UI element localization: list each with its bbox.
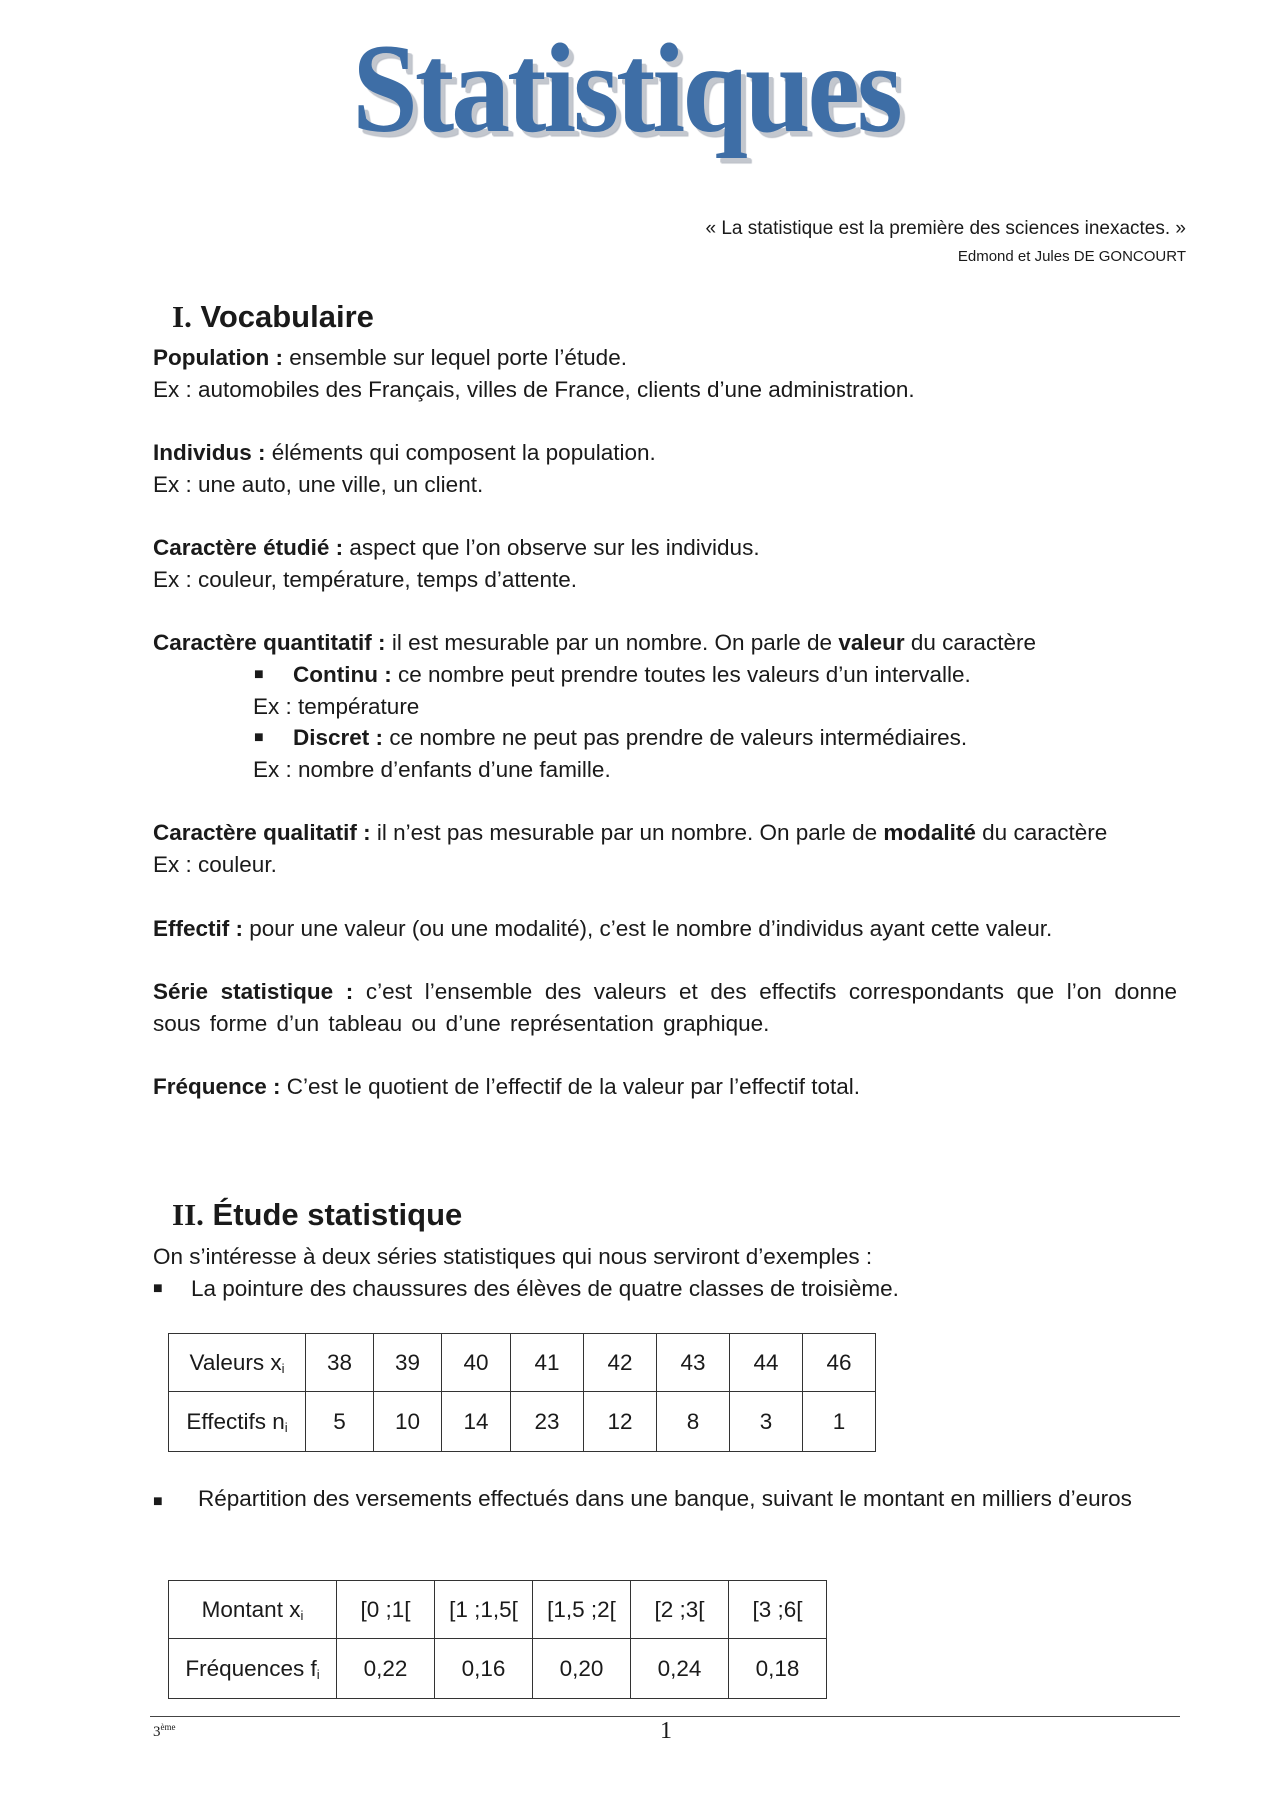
header-label: Fréquences f [185, 1655, 317, 1681]
list-item-discret [153, 722, 1177, 754]
table-cell: 42 [584, 1334, 657, 1392]
term: Fréquence : [153, 1074, 281, 1100]
square-bullet-icon: ■ [254, 729, 264, 747]
page-number: 1 [660, 1718, 672, 1744]
table-cell: [3 ;6[ [729, 1581, 827, 1639]
table-cell: [1 ;1,5[ [435, 1581, 533, 1639]
section-2-intro: On s’intéresse à deux séries statistiques qui nous serviront d’exemples : [153, 1244, 873, 1269]
table-cell: 43 [657, 1334, 730, 1392]
table-cell: 3 [730, 1392, 803, 1452]
header-label: Montant x [201, 1596, 301, 1622]
term: Caractère quantitatif : [153, 630, 386, 656]
table-header-montant [169, 1581, 337, 1639]
list-item-continu [153, 659, 1177, 691]
section-2-number: II. [172, 1197, 204, 1232]
term: Discret : [293, 725, 384, 751]
example: Ex : une auto, une ville, un client. [153, 471, 484, 497]
definition-end: du caractère [982, 820, 1108, 846]
table-cell: 0,22 [337, 1639, 435, 1699]
definition-population [153, 342, 1177, 374]
definition: il est mesurable par un nombre. On parle de [391, 630, 833, 656]
square-bullet-icon: ■ [254, 665, 264, 683]
table-cell: 44 [730, 1334, 803, 1392]
epigraph-author: Edmond et Jules DE GONCOURT [957, 248, 1186, 265]
footer-divider [150, 1716, 1180, 1717]
table-cell: 8 [657, 1392, 730, 1452]
table-pointures [168, 1333, 876, 1452]
list-item-text: Répartition des versements effectués dans une banque, suivant le montant en milliers d’euros [198, 1486, 1132, 1511]
definition: c’est l’ensemble des valeurs et des effectifs correspondants que l’on donne sous forme d’un tableau ou d’une représentation graphique. [153, 978, 1177, 1036]
page-title: Statistiques [352, 17, 900, 160]
table-cell: [2 ;3[ [631, 1581, 729, 1639]
header-subscript: i [316, 1666, 320, 1682]
footer-level-suffix: ème [160, 1722, 176, 1732]
square-bullet-icon: ■ [153, 1279, 163, 1297]
section-1-heading [172, 297, 374, 337]
footer-level [153, 1722, 176, 1741]
header-subscript: i [284, 1419, 288, 1435]
definition-frequence [153, 1071, 1177, 1103]
table-cell: 40 [442, 1334, 511, 1392]
definition: pour une valeur (ou une modalité), c’est le nombre d’individus ayant cette valeur. [249, 915, 1053, 941]
section-1-title: Vocabulaire [200, 299, 374, 334]
header-subscript: i [300, 1607, 304, 1623]
term: Caractère qualitatif : [153, 820, 371, 846]
example: Ex : couleur, température, temps d’attente. [153, 566, 577, 592]
definition-qualitatif [153, 817, 1177, 849]
definition-serie [153, 976, 1177, 1039]
table-header-frequences [169, 1639, 337, 1699]
definition: C’est le quotient de l’effectif de la valeur par l’effectif total. [286, 1074, 861, 1100]
section-2-intro-block [153, 1241, 1177, 1304]
term: Caractère étudié : [153, 535, 344, 561]
table-header-effectifs [169, 1392, 306, 1452]
table-cell: 46 [803, 1334, 876, 1392]
section-1-number: I. [172, 299, 192, 334]
table-cell: [0 ;1[ [337, 1581, 435, 1639]
definition-end: du caractère [910, 630, 1036, 656]
definition: aspect que l’on observe sur les individus. [349, 535, 760, 561]
definition: éléments qui composent la population. [271, 440, 656, 466]
table-cell: 0,24 [631, 1639, 729, 1699]
table-cell: 23 [511, 1392, 584, 1452]
header-label: Effectifs n [186, 1408, 285, 1434]
example: Ex : couleur. [153, 852, 277, 878]
section-2-title: Étude statistique [212, 1197, 463, 1232]
table-cell: 12 [584, 1392, 657, 1452]
list-item-text: La pointure des chaussures des élèves de quatre classes de troisième. [191, 1275, 899, 1301]
definition: ce nombre ne peut pas prendre de valeurs intermédiaires. [389, 725, 968, 751]
term: Effectif : [153, 915, 243, 941]
term: Continu : [293, 661, 392, 687]
definition-quantitatif [153, 627, 1177, 659]
table-cell: 5 [306, 1392, 374, 1452]
term: Population : [153, 345, 283, 370]
table-cell: 41 [511, 1334, 584, 1392]
list-item-versements [153, 1483, 1177, 1518]
definition-effectif [153, 913, 1177, 945]
example: Ex : température [253, 693, 420, 719]
term: Individus : [153, 440, 266, 466]
definition-caractere [153, 532, 1177, 564]
definition: ce nombre peut prendre toutes les valeurs d’un intervalle. [397, 661, 971, 687]
keyword-modalite: modalité [883, 820, 976, 846]
definition: il n’est pas mesurable par un nombre. On parle de [376, 820, 878, 846]
vocabulary-block [153, 342, 1177, 1103]
definition: ensemble sur lequel porte l’étude. [289, 345, 627, 370]
section-2-heading [172, 1195, 462, 1235]
table-cell: 0,20 [533, 1639, 631, 1699]
header-subscript: i [281, 1360, 285, 1376]
table-versements [168, 1580, 827, 1699]
epigraph-quote: « La statistique est la première des sciences inexactes. » [705, 218, 1186, 239]
section-2-bullet-2-block [153, 1483, 1177, 1518]
term: Série statistique : [153, 978, 354, 1004]
footer-level-number: 3 [153, 1724, 161, 1740]
example: Ex : automobiles des Français, villes de France, clients d’une administration. [153, 376, 915, 402]
table-cell: 38 [306, 1334, 374, 1392]
square-bullet-icon: ■ [153, 1493, 163, 1510]
table-cell: [1,5 ;2[ [533, 1581, 631, 1639]
keyword-valeur: valeur [838, 630, 905, 656]
table-cell: 10 [374, 1392, 442, 1452]
table-cell: 0,18 [729, 1639, 827, 1699]
table-cell: 1 [803, 1392, 876, 1452]
table-header-valeurs [169, 1334, 306, 1392]
table-cell: 0,16 [435, 1639, 533, 1699]
table-cell: 14 [442, 1392, 511, 1452]
table-cell: 39 [374, 1334, 442, 1392]
list-item-pointure [153, 1273, 1177, 1305]
definition-individus [153, 437, 1177, 469]
example: Ex : nombre d’enfants d’une famille. [253, 757, 611, 783]
header-label: Valeurs x [189, 1349, 282, 1375]
